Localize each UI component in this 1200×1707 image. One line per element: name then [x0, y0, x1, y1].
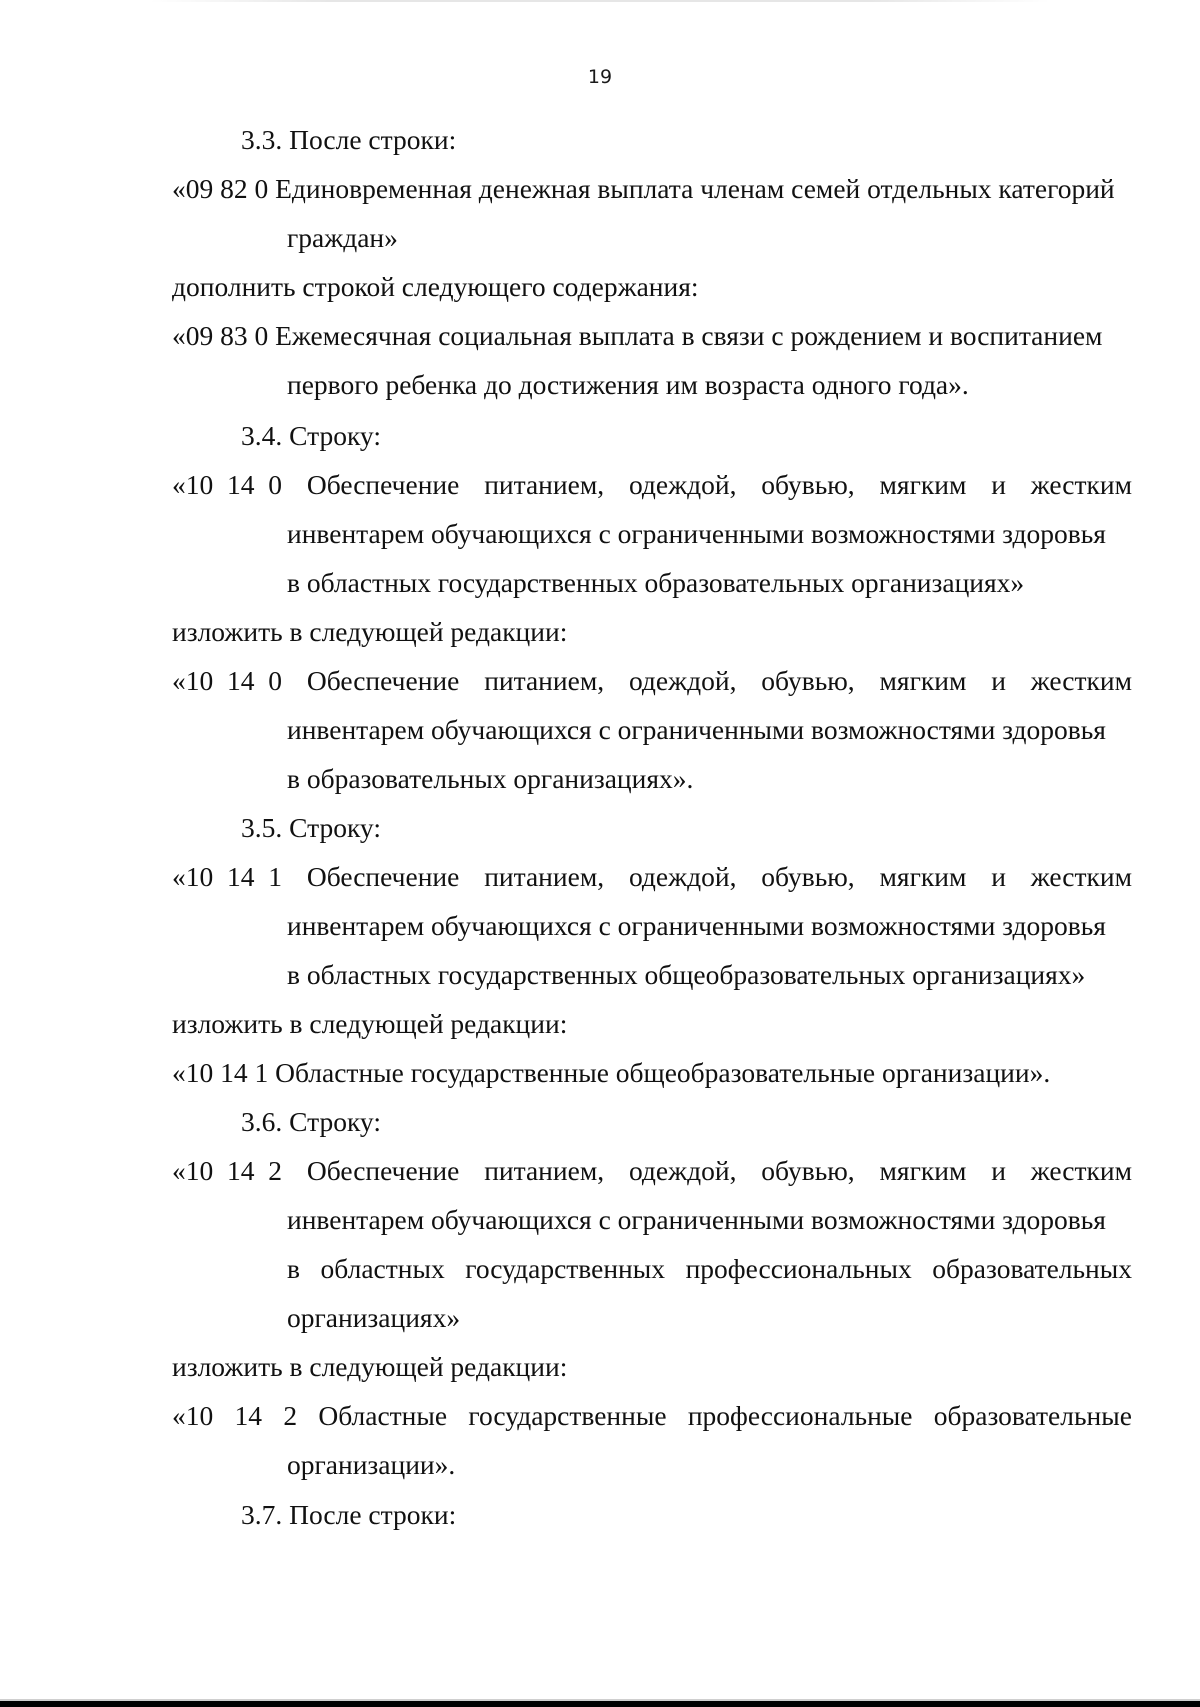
line-word: одеждой,: [628, 665, 737, 696]
line-word: питанием,: [484, 861, 605, 892]
section-3-3-new-line-continuation: первого ребенка до достижения им возраста одного года».: [287, 369, 969, 400]
section-3-4-old-cont-2: в областных государственных образовательных организациях»: [287, 567, 1025, 598]
line-code: «10 14 1: [172, 861, 282, 892]
page-number: 19: [587, 66, 613, 88]
line-code: «10 14 0: [172, 469, 282, 500]
section-3-3-quote-first-line: «09 82 0 Единовременная денежная выплата членам семей отдельных категорий: [172, 173, 1115, 204]
section-3-6-old-cont-3: организациях»: [287, 1302, 461, 1333]
section-3-5-old-cont-1: инвентарем обучающихся с ограниченными возможностями здоровья: [287, 910, 1106, 941]
line-word: одеждой,: [628, 1155, 737, 1186]
line-word: и: [991, 1155, 1006, 1186]
line-word: 14: [234, 1400, 263, 1431]
section-3-4-instruction: изложить в следующей редакции:: [172, 616, 568, 647]
line-word: питанием,: [484, 469, 605, 500]
section-3-7-heading: 3.7. После строки:: [241, 1499, 457, 1530]
line-word: мягким: [879, 861, 967, 892]
line-word: обувью,: [761, 469, 855, 500]
scan-top-artifact: [150, 0, 1050, 2]
line-word: в: [287, 1253, 300, 1284]
section-3-6-old-cont-2: [287, 1252, 1132, 1286]
section-3-6-new-cont: организации».: [287, 1449, 456, 1480]
line-word: одеждой,: [628, 469, 737, 500]
line-word: профессиональные: [687, 1400, 913, 1431]
section-3-5-old-first-line: [172, 860, 1132, 894]
line-word: обувью,: [761, 1155, 855, 1186]
line-word: обувью,: [761, 861, 855, 892]
section-3-5-new-line: «10 14 1 Областные государственные общеобразовательные организации».: [172, 1057, 1051, 1088]
line-word: государственные: [468, 1400, 667, 1431]
section-3-3-quote-continuation: граждан»: [287, 222, 398, 253]
section-3-5-heading: 3.5. Строку:: [241, 812, 381, 843]
section-3-5-old-cont-2: в областных государственных общеобразовательных организациях»: [287, 959, 1086, 990]
section-3-4-old-cont-1: инвентарем обучающихся с ограниченными возможностями здоровья: [287, 518, 1106, 549]
line-word: мягким: [879, 1155, 967, 1186]
section-3-3-instruction: дополнить строкой следующего содержания:: [172, 271, 699, 302]
line-word: Обеспечение: [306, 1155, 460, 1186]
line-word: Областные: [318, 1400, 448, 1431]
section-3-6-old-cont-1: инвентарем обучающихся с ограниченными возможностями здоровья: [287, 1204, 1106, 1235]
line-word: жестким: [1030, 469, 1132, 500]
section-3-6-new-first-line: [172, 1399, 1132, 1433]
scan-bottom-edge: [0, 1701, 1200, 1707]
line-word: одеждой,: [628, 861, 737, 892]
line-word: профессиональных: [685, 1253, 912, 1284]
section-3-6-old-first-line: [172, 1154, 1132, 1188]
line-word: и: [991, 861, 1006, 892]
line-word: и: [991, 665, 1006, 696]
section-3-4-new-cont-1: инвентарем обучающихся с ограниченными возможностями здоровья: [287, 714, 1106, 745]
section-3-6-instruction: изложить в следующей редакции:: [172, 1351, 568, 1382]
line-word: Обеспечение: [306, 469, 460, 500]
line-word: и: [991, 469, 1006, 500]
line-word: государственных: [465, 1253, 666, 1284]
line-word: образовательных: [932, 1253, 1132, 1284]
line-word: Обеспечение: [306, 665, 460, 696]
section-3-4-new-cont-2: в образовательных организациях».: [287, 763, 694, 794]
line-word: питанием,: [484, 665, 605, 696]
line-word: обувью,: [761, 665, 855, 696]
section-3-4-heading: 3.4. Строку:: [241, 420, 381, 451]
line-word: жестким: [1030, 1155, 1132, 1186]
line-word: жестким: [1030, 861, 1132, 892]
section-3-3-heading: 3.3. После строки:: [241, 124, 457, 155]
section-3-6-heading: 3.6. Строку:: [241, 1106, 381, 1137]
line-code: «10 14 2: [172, 1155, 282, 1186]
line-word: жестким: [1030, 665, 1132, 696]
line-word: мягким: [879, 469, 967, 500]
section-3-3-new-line-first: «09 83 0 Ежемесячная социальная выплата в связи с рождением и воспитанием: [172, 320, 1103, 351]
line-word: мягким: [879, 665, 967, 696]
line-word: образовательные: [933, 1400, 1132, 1431]
line-word: питанием,: [484, 1155, 605, 1186]
section-3-4-new-first-line: [172, 664, 1132, 698]
section-3-5-instruction: изложить в следующей редакции:: [172, 1008, 568, 1039]
line-word: областных: [320, 1253, 445, 1284]
line-code: «10 14 0: [172, 665, 282, 696]
line-word: Обеспечение: [306, 861, 460, 892]
line-word: «10: [172, 1400, 214, 1431]
section-3-4-old-first-line: [172, 468, 1132, 502]
line-word: 2: [283, 1400, 298, 1431]
